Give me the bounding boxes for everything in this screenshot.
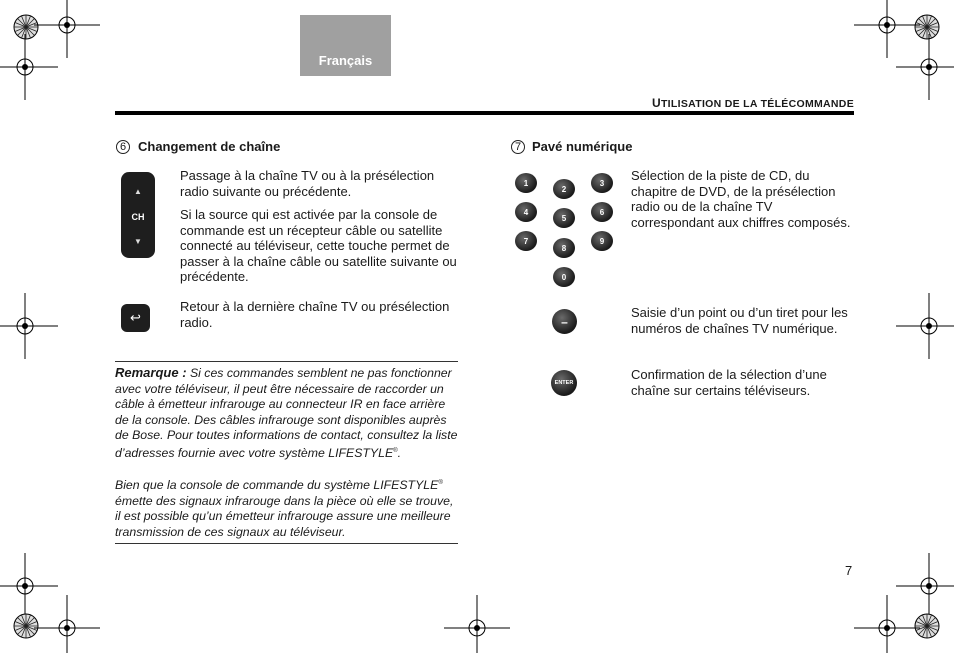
language-tab[interactable] — [300, 15, 391, 76]
key-4: 4 — [515, 202, 537, 222]
numeric-keypad — [510, 168, 620, 293]
note-text-2a: Bien que la console de commande du système LIFESTYLE — [115, 478, 439, 493]
note-text-1-end: . — [397, 445, 402, 460]
ch-key-label: CH — [131, 212, 145, 222]
header-rule — [115, 111, 854, 115]
registered-mark-2: ® — [438, 480, 443, 487]
right-para-2: Saisie d’un point ou d’un tiret pour les numéros de chaînes TV numérique. — [631, 305, 848, 336]
enter-key: ENTER — [551, 370, 577, 396]
note-box — [115, 361, 458, 544]
right-para-3: Confirmation de la sélection d’une chaîne sur certains téléviseurs. — [631, 367, 827, 398]
left-para-3: Retour à la dernière chaîne TV ou présélection radio. — [180, 299, 450, 330]
left-para-2: Si la source qui est activée par la console de commande est un récepteur câble ou satellite connecté au téléviseur, cette touche permet de passer à la chaîne câble ou satellite suivante ou précédente. — [180, 207, 457, 284]
step-number-6: 6 — [116, 140, 130, 154]
right-para-1: Sélection de la piste de CD, du chapitre de DVD, de la présélection radio ou de la chaîne TV correspondant aux chiffres composés. — [631, 168, 851, 230]
section-title-rest: TILISATION DE LA TÉLÉCOMMANDE — [660, 98, 854, 110]
registered-mark: ® — [393, 447, 398, 454]
return-key — [121, 304, 150, 332]
ch-key — [121, 172, 155, 258]
left-para-1: Passage à la chaîne TV ou à la présélection radio suivante ou précédente. — [180, 168, 435, 199]
section-title-initial: U — [652, 96, 661, 110]
section-title — [652, 96, 854, 110]
key-1: 1 — [515, 173, 537, 193]
ch-up-icon: ▲ — [134, 187, 142, 196]
key-0: 0 — [553, 267, 575, 287]
return-icon: ↩ — [130, 310, 141, 325]
key-9: 9 — [591, 231, 613, 251]
key-6: 6 — [591, 202, 613, 222]
note-text-1: Si ces commandes semblent ne pas fonctionner avec votre téléviseur, il peut être nécessaire de raccorder un câble à émetteur infrarouge au connecteur IR en face arrière de la console. Des câbles infrarouge sont disponibles auprès de Bose. Pour toutes informations de contact, consultez la liste d’adresses fournie avec votre système LIFESTYLE — [115, 366, 458, 460]
key-5: 5 — [553, 208, 575, 228]
dash-key: – — [552, 309, 577, 334]
step-number-7: 7 — [511, 140, 525, 154]
page-number: 7 — [845, 563, 853, 578]
key-8: 8 — [553, 238, 575, 258]
key-7: 7 — [515, 231, 537, 251]
key-2: 2 — [553, 179, 575, 199]
note-paragraph-1 — [115, 365, 458, 461]
note-paragraph-2 — [115, 476, 458, 540]
note-text-2b: émette des signaux infrarouge dans la pièce où elle se trouve, il est possible qu’un émetteur infrarouge assure une meilleure transmission de ces signaux au téléviseur. — [115, 493, 454, 539]
right-heading: Pavé numérique — [532, 139, 633, 154]
note-label: Remarque : — [115, 365, 187, 380]
language-tab-label: Français — [318, 53, 373, 68]
ch-down-icon: ▼ — [134, 237, 142, 246]
left-heading: Changement de chaîne — [138, 139, 281, 154]
key-3: 3 — [591, 173, 613, 193]
